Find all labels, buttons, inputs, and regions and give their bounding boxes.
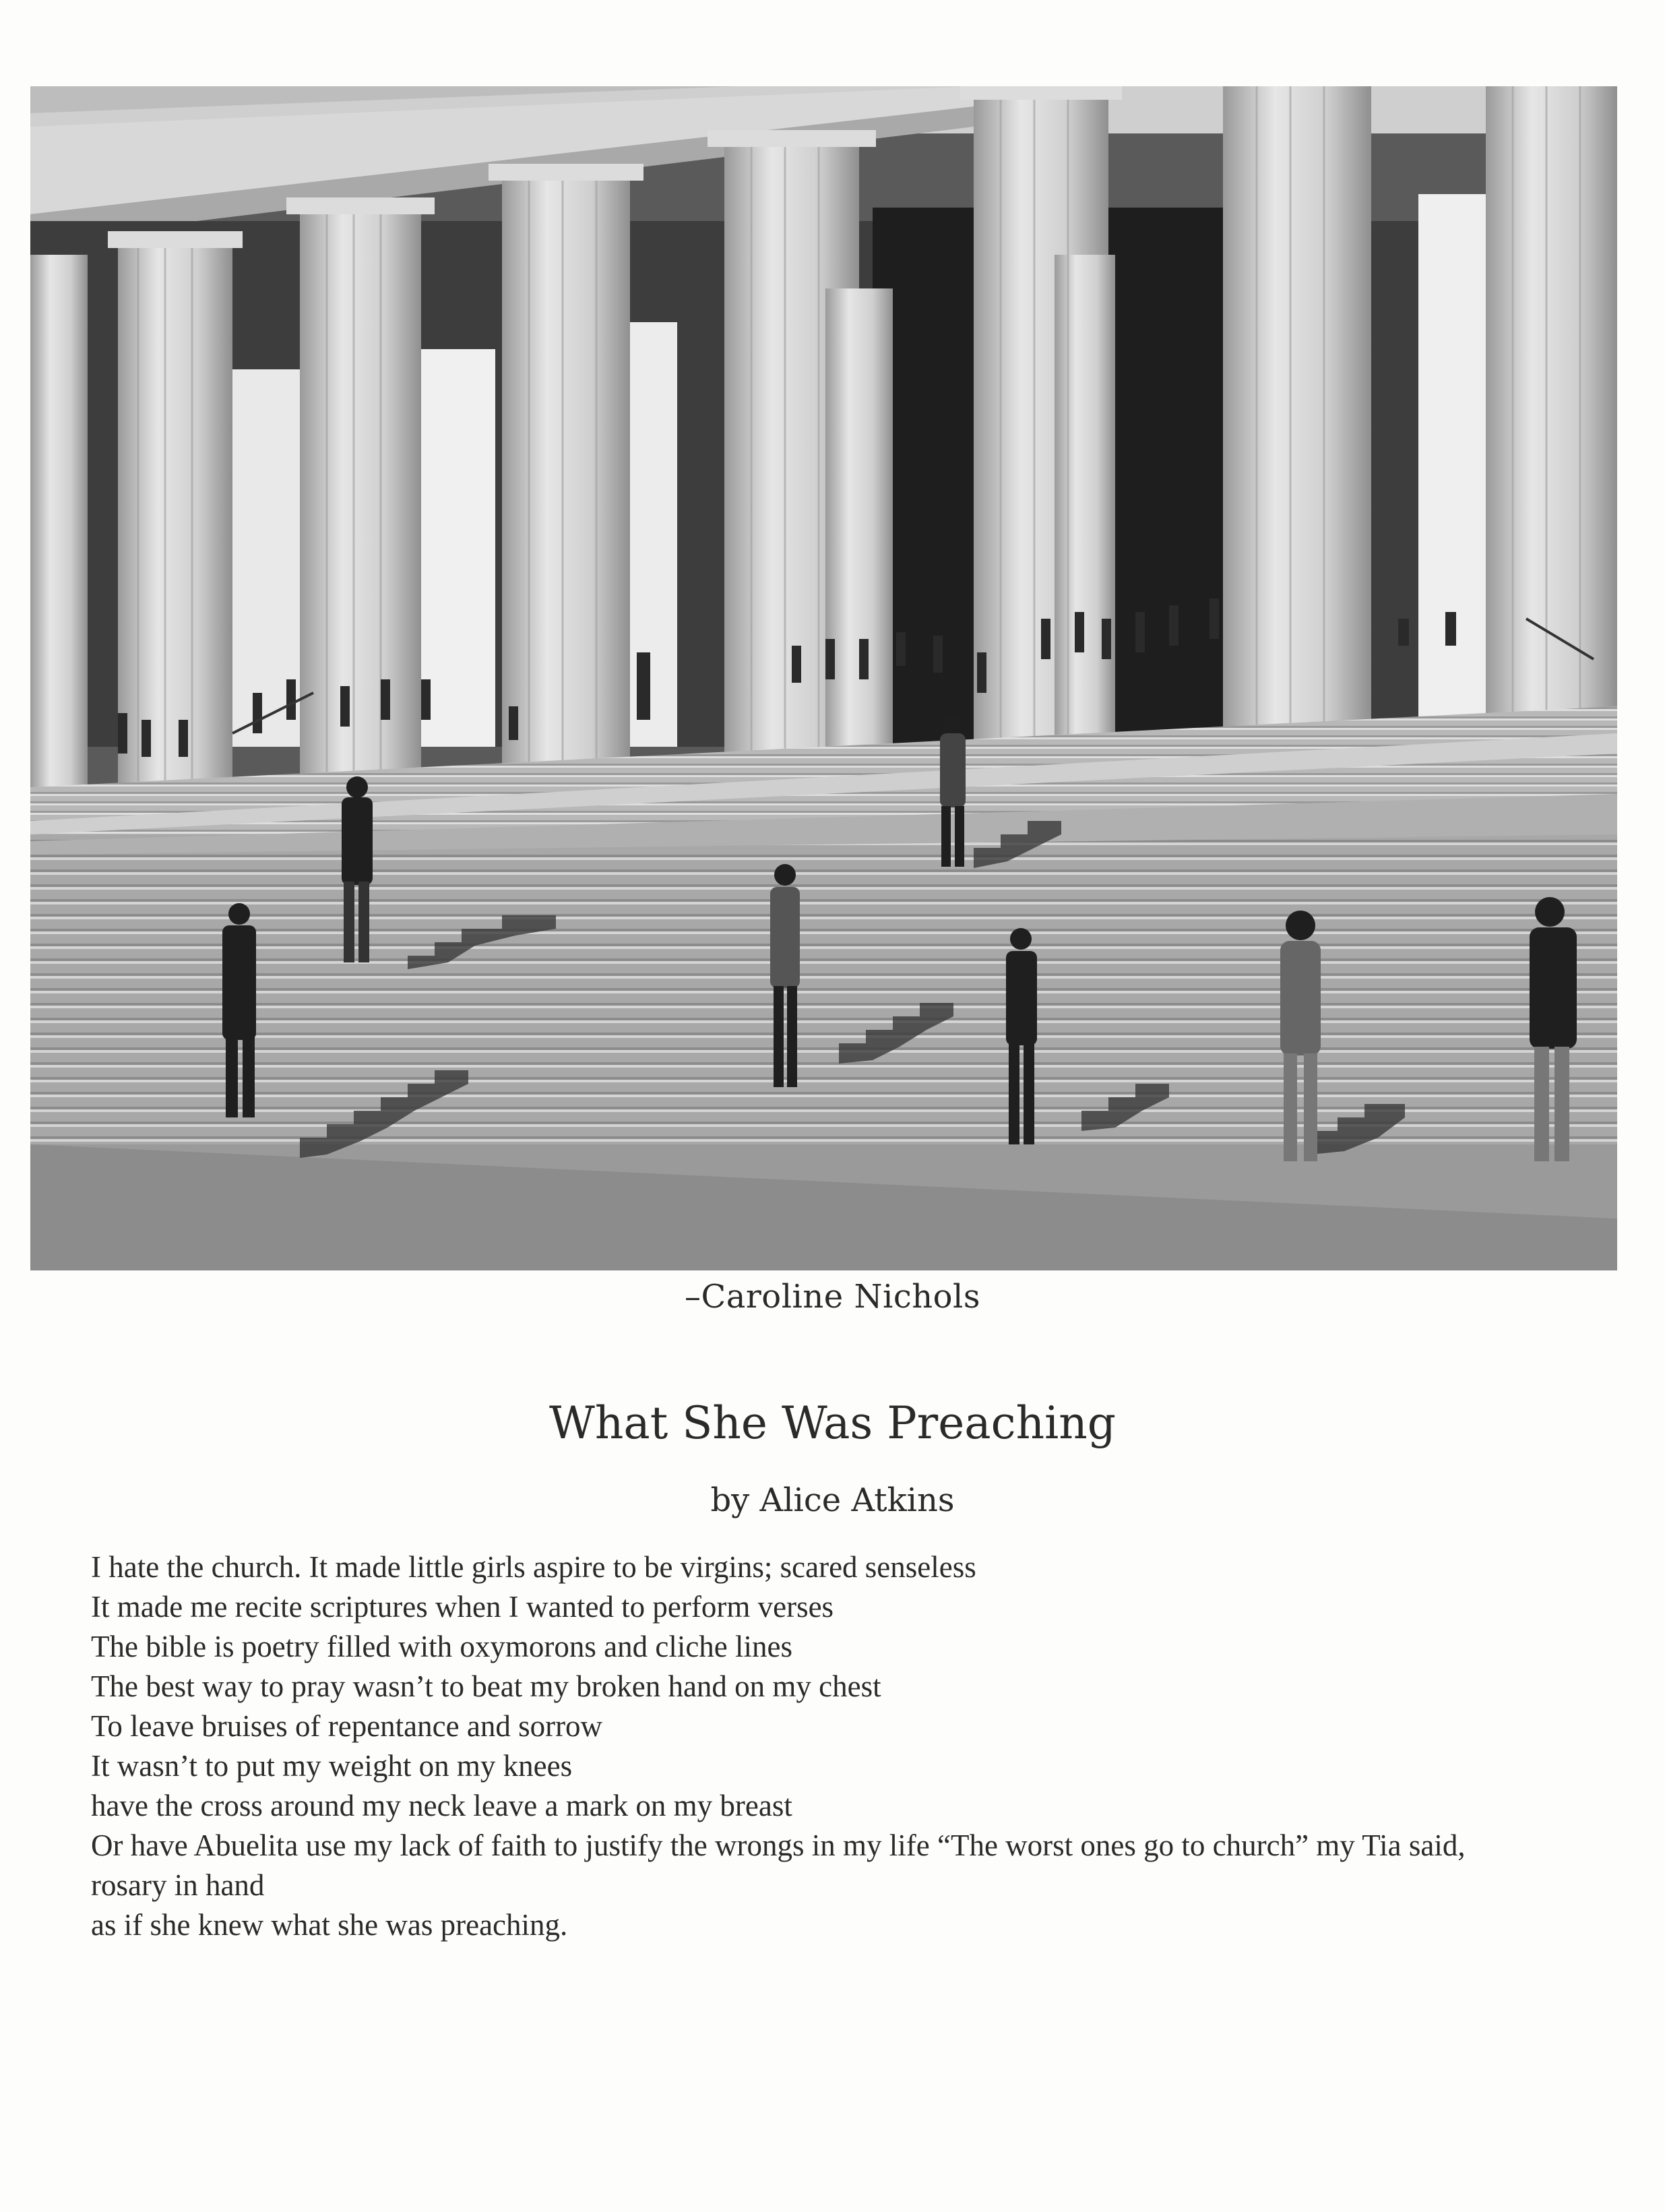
poem-line: as if she knew what she was preaching.	[91, 1908, 568, 1942]
poem-line: It wasn’t to put my weight on my knees	[91, 1749, 573, 1783]
poem-byline: by Alice Atkins	[710, 1481, 955, 1519]
poem-body	[91, 1547, 1587, 1945]
photo-credit: –Caroline Nichols	[685, 1278, 980, 1316]
poem-line: To leave bruises of repentance and sorrow	[91, 1709, 603, 1743]
poem-line: I hate the church. It made little girls aspire to be virgins; scared senseless	[91, 1550, 976, 1584]
poem-line: rosary in hand	[91, 1868, 265, 1902]
memorial-steps-photo	[30, 86, 1617, 1270]
poem-title: What She Was Preaching	[549, 1397, 1116, 1449]
poem-line: The bible is poetry filled with oxymorons and cliche lines	[91, 1630, 793, 1663]
poem-line: It made me recite scriptures when I wanted to perform verses	[91, 1590, 834, 1624]
poem-line: The best way to pray wasn’t to beat my broken hand on my chest	[91, 1669, 881, 1703]
poem-line: have the cross around my neck leave a mark on my breast	[91, 1789, 792, 1822]
poem-line: Or have Abuelita use my lack of faith to justify the wrongs in my life “The worst ones go to church” my Tia said,	[91, 1829, 1466, 1862]
